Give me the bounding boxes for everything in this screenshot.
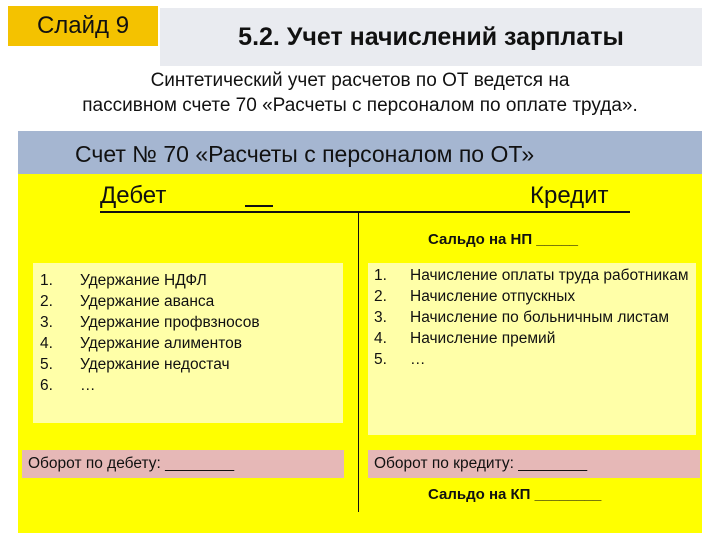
item-text: Удержание НДФЛ [80,272,207,289]
list-item [374,265,690,286]
list-item [40,312,336,333]
slide-number-badge: Слайд 9 [8,6,158,46]
credit-turnover: Оборот по кредиту: ________ [368,450,700,478]
closing-balance: Сальдо на КП ________ [428,486,602,503]
item-number: 6. [40,377,53,394]
intro-line-2: пассивном счете 70 «Расчеты с персоналом по оплате труда». [82,95,638,116]
item-text: Удержание аванса [80,293,215,310]
item-number: 2. [40,293,53,310]
list-item [374,328,690,349]
debit-turnover: Оборот по дебету: ________ [22,450,344,478]
item-text: Удержание алиментов [80,335,242,352]
list-item [40,333,336,354]
item-text: … [80,377,96,394]
item-number: 1. [374,267,387,284]
t-account-horizontal-line [100,211,630,213]
item-text: Удержание профвзносов [80,314,260,331]
account-header: Счет № 70 «Расчеты с персоналом по ОТ» [18,131,702,174]
intro-text [20,68,700,118]
item-text: … [410,351,426,368]
t-account-vertical-line [358,212,359,512]
list-item [40,354,336,375]
debit-entries-list [40,270,336,396]
credit-entries-list [374,265,690,370]
item-number: 2. [374,288,387,305]
item-number: 5. [374,351,387,368]
item-number: 4. [40,335,53,352]
item-number: 1. [40,272,53,289]
intro-line-1: Синтетический учет расчетов по ОТ ведется на [150,70,570,91]
item-text: Начисление премий [410,330,556,347]
list-item [40,291,336,312]
list-item [40,270,336,291]
slide-title: 5.2. Учет начислений зарплаты [160,8,702,66]
item-text: Начисление по больничным листам [410,309,669,326]
list-item [40,375,336,396]
item-text: Начисление отпускных [410,288,576,305]
item-text: Удержание недостач [80,356,230,373]
item-number: 3. [40,314,53,331]
item-number: 4. [374,330,387,347]
list-item [374,286,690,307]
credit-label: Кредит [530,182,609,209]
item-text: Начисление оплаты труда работникам [410,267,689,284]
list-item [374,307,690,328]
debit-label: Дебет [100,182,167,209]
item-number: 3. [374,309,387,326]
list-item [374,349,690,370]
t-account-stub-line [245,205,273,207]
item-number: 5. [40,356,53,373]
opening-balance: Сальдо на НП _____ [428,231,579,248]
